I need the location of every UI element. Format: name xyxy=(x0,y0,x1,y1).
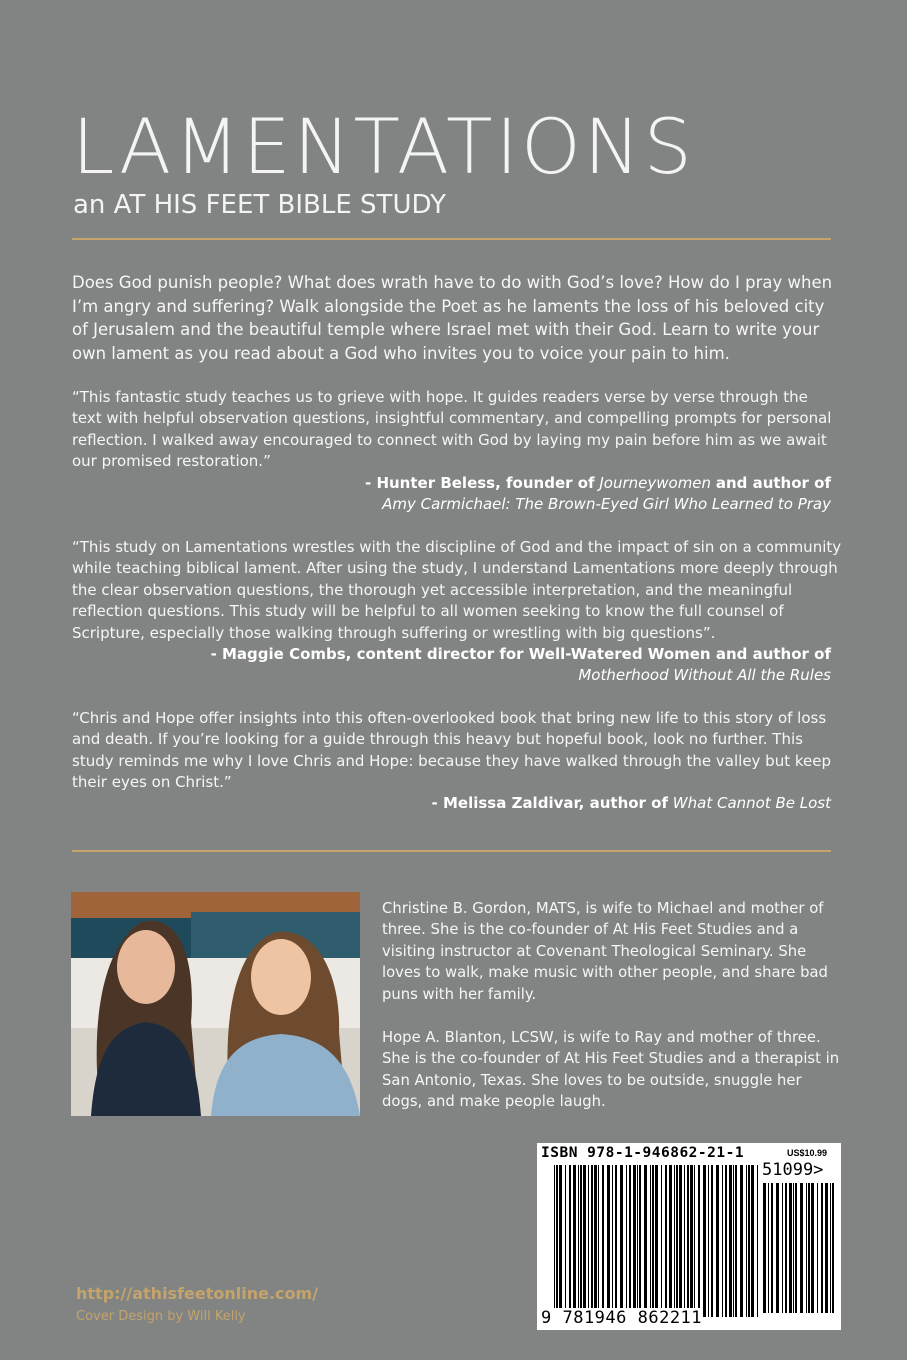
barcode-digits: 9 781946 862211 xyxy=(541,1308,703,1328)
endorsement-quote-3: “Chris and Hope offer insights into this often-overlooked book that bring new life to this story of loss and death. If you’re looking for a guide through this heavy but hopeful book, look no further. This study reminds me why I love Chris and Hope: because they have walked through the valley but keep their eyes on Christ.” xyxy=(72,709,831,792)
barcode-bar xyxy=(676,1165,678,1317)
addon-digits: 51099> xyxy=(762,1160,824,1180)
barcode-bar xyxy=(644,1165,647,1317)
author-photo-illustration xyxy=(71,892,360,1116)
barcode-bar xyxy=(703,1165,706,1317)
endorsement-quote-1: “This fantastic study teaches us to grieve with hope. It guides readers verse by verse through the text with helpful observation questions, insightful commentary, and compelling prompts for personal reflection. I walked away encouraged to connect with God by laying my pain before him as we await our promised restoration.” xyxy=(72,388,832,471)
website-link[interactable]: http://athisfeetonline.com/ xyxy=(76,1284,319,1303)
barcode-bar xyxy=(800,1183,803,1313)
book-subtitle: an AT HIS FEET BIBLE STUDY xyxy=(73,190,446,220)
barcode-bar xyxy=(785,1183,787,1313)
barcode-bar xyxy=(821,1183,823,1313)
barcode-bar xyxy=(746,1165,747,1317)
barcode-bar xyxy=(639,1165,641,1317)
barcode-bar xyxy=(748,1165,750,1317)
barcode-bar xyxy=(573,1165,576,1317)
barcode-bar xyxy=(674,1165,675,1317)
barcode-bar xyxy=(751,1165,754,1317)
barcode-bar xyxy=(806,1183,807,1313)
barcode-bar xyxy=(757,1165,758,1317)
author-bio-hope: Hope A. Blanton, LCSW, is wife to Ray and mother of three. She is the co-founder of At His Feet Studies and a therapist in San Antonio, Texas. She loves to be outside, snuggle her dogs, and make people laugh. xyxy=(382,1029,840,1111)
isbn-barcode xyxy=(537,1143,841,1330)
barcode-bar xyxy=(711,1165,713,1317)
barcode-bar xyxy=(637,1165,638,1317)
barcode-bar xyxy=(626,1165,627,1317)
barcode-bar xyxy=(733,1165,734,1317)
barcode-bar xyxy=(588,1165,589,1317)
barcode-bar xyxy=(771,1183,773,1313)
cover-design-credit: Cover Design by Will Kelly xyxy=(76,1309,246,1324)
barcode-bar xyxy=(612,1165,613,1317)
barcode-bar xyxy=(554,1165,555,1317)
barcode-bar xyxy=(615,1165,617,1317)
endorsement-attribution-1: - Hunter Beless, founder of Journeywomen and author of Amy Carmichael: The Brown-Eyed Girl Who Learned to Pray xyxy=(365,474,831,514)
endorsement-attribution-3: - Melissa Zaldivar, author of What Cannot Be Lost xyxy=(431,794,831,812)
barcode-bar xyxy=(580,1165,582,1317)
barcode-bar xyxy=(594,1165,597,1317)
top-divider xyxy=(72,238,831,240)
book-description: Does God punish people? What does wrath have to do with God’s love? How do I pray when I’m angry and suffering? Walk alongside the Poet as he laments the loss of his beloved city of Jerusalem and the beautiful temple where Israel met with their God. Learn to write your own lament as you read about a God who invites you to voice your pain to him. xyxy=(72,273,833,363)
barcode-bar xyxy=(602,1165,604,1317)
barcode-bar xyxy=(708,1165,709,1317)
barcode-bar xyxy=(817,1183,818,1313)
barcode-bar xyxy=(716,1165,719,1317)
barcode-bar xyxy=(729,1165,732,1317)
barcode-bar xyxy=(694,1165,695,1317)
barcode-bar xyxy=(735,1165,737,1317)
endorsement-quote-2: “This study on Lamentations wrestles with the discipline of God and the impact of sin on a community while teaching biblical lament. After using the study, I understand Lamentations more deeply through the clear observation questions, the thorough yet accessible interpretation, and the meaningful reflection questions. This study will be helpful to all women seeking to know the full counsel of Scripture, especially those walking through suffering or wrestling with big questions”. xyxy=(72,538,842,642)
barcode-bar xyxy=(830,1183,831,1313)
author-bio-christine: Christine B. Gordon, MATS, is wife to Michael and mother of three. She is the co-founder of At His Feet Studies and a visiting instructor at Covenant Theological Seminary. She loves to walk, make music with other people, and share bad puns with her family. xyxy=(382,900,828,1003)
isbn-label: ISBN 978-1-946862-21-1 xyxy=(541,1145,745,1161)
barcode-bar xyxy=(789,1183,792,1313)
barcode-bar xyxy=(740,1165,743,1317)
book-title: LAMENTATIONS xyxy=(72,102,695,191)
barcode-bar xyxy=(690,1165,693,1317)
barcode-bar xyxy=(661,1165,662,1317)
barcode-bar xyxy=(556,1165,558,1317)
barcode-bar xyxy=(652,1165,654,1317)
barcode-bar xyxy=(679,1165,682,1317)
barcode-bar xyxy=(620,1165,623,1317)
barcode-bar xyxy=(687,1165,689,1317)
barcode-bar xyxy=(598,1165,599,1317)
barcode-bar xyxy=(808,1183,810,1313)
barcode-bar xyxy=(793,1183,794,1313)
barcode-bar xyxy=(591,1165,593,1317)
barcode-bar xyxy=(768,1183,769,1313)
barcode-bar xyxy=(725,1165,727,1317)
barcode-bar xyxy=(795,1183,797,1313)
barcode-bar xyxy=(578,1165,579,1317)
barcode-bar xyxy=(832,1183,834,1313)
barcode-bar xyxy=(698,1165,700,1317)
barcode-bar xyxy=(782,1183,783,1313)
barcode-bar xyxy=(559,1165,562,1317)
barcode-bar xyxy=(583,1165,586,1317)
barcode-bar xyxy=(811,1183,814,1313)
addon-barcode-bars xyxy=(763,1183,835,1313)
barcode-bar xyxy=(607,1165,610,1317)
barcode-bar xyxy=(629,1165,631,1317)
bottom-divider xyxy=(72,850,831,852)
barcode-bar xyxy=(665,1165,667,1317)
author-photo xyxy=(71,892,360,1116)
barcode-bar xyxy=(655,1165,658,1317)
barcode-bar xyxy=(776,1183,779,1313)
barcode-bar xyxy=(569,1165,571,1317)
barcode-bar xyxy=(684,1165,685,1317)
barcode-bar xyxy=(825,1183,828,1313)
barcode-bar xyxy=(669,1165,672,1317)
barcode-bar xyxy=(633,1165,636,1317)
price-label: US$10.99 xyxy=(787,1148,828,1158)
endorsement-attribution-2: - Maggie Combs, content director for Well-Watered Women and author of Motherhood Without All the Rules xyxy=(210,645,831,685)
barcode-bar xyxy=(650,1165,651,1317)
barcode-bars xyxy=(554,1165,760,1317)
barcode-bar xyxy=(722,1165,723,1317)
barcode-bar xyxy=(565,1165,566,1317)
barcode-bar xyxy=(763,1183,766,1313)
